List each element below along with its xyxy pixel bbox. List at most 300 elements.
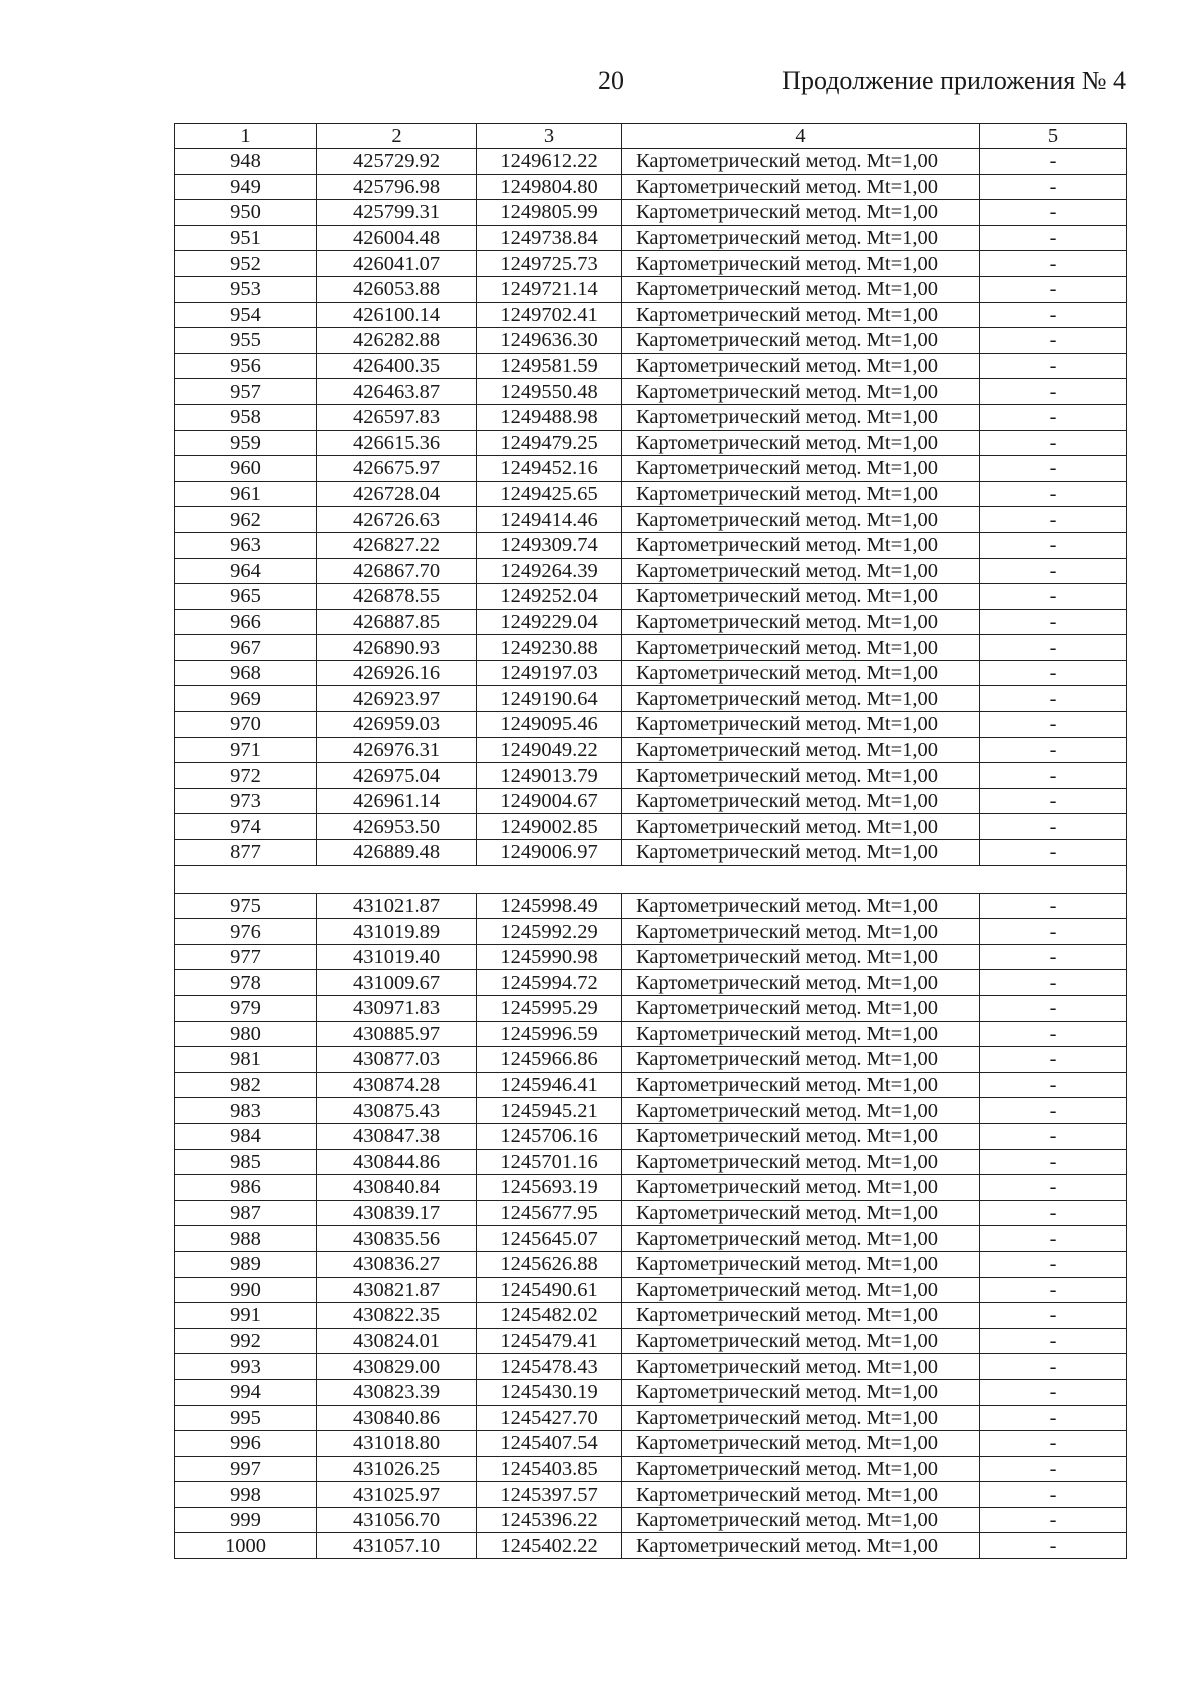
error-cell: -: [980, 1303, 1127, 1329]
point-number-cell: 967: [175, 635, 317, 661]
point-number-cell: 991: [175, 1303, 317, 1329]
table-row: [175, 944, 1127, 970]
point-number-cell: 978: [175, 970, 317, 996]
y-coordinate-cell: 1249230.88: [477, 635, 622, 661]
table-row: [175, 635, 1127, 661]
point-number-cell: 954: [175, 302, 317, 328]
error-cell: -: [980, 1251, 1127, 1277]
point-number-cell: 972: [175, 763, 317, 789]
y-coordinate-cell: 1249479.25: [477, 430, 622, 456]
point-number-cell: 988: [175, 1226, 317, 1252]
method-cell: Картометрический метод. Mt=1,00: [622, 919, 980, 945]
x-coordinate-cell: 430822.35: [317, 1303, 477, 1329]
table-row: [175, 1456, 1127, 1482]
x-coordinate-cell: 426889.48: [317, 840, 477, 866]
error-cell: -: [980, 1021, 1127, 1047]
x-coordinate-cell: 425729.92: [317, 149, 477, 175]
x-coordinate-cell: 425796.98: [317, 174, 477, 200]
column-header: 2: [317, 124, 477, 149]
x-coordinate-cell: 425799.31: [317, 200, 477, 226]
method-cell: Картометрический метод. Mt=1,00: [622, 174, 980, 200]
error-cell: -: [980, 456, 1127, 482]
point-number-cell: 971: [175, 737, 317, 763]
method-cell: Картометрический метод. Mt=1,00: [622, 379, 980, 405]
x-coordinate-cell: 430875.43: [317, 1098, 477, 1124]
error-cell: -: [980, 1149, 1127, 1175]
table-row: [175, 609, 1127, 635]
table-row: [175, 1277, 1127, 1303]
point-number-cell: 965: [175, 584, 317, 610]
table-row: [175, 558, 1127, 584]
method-cell: Картометрический метод. Mt=1,00: [622, 1456, 980, 1482]
method-cell: Картометрический метод. Mt=1,00: [622, 1482, 980, 1508]
method-cell: Картометрический метод. Mt=1,00: [622, 1149, 980, 1175]
point-number-cell: 989: [175, 1251, 317, 1277]
table-row: [175, 788, 1127, 814]
error-cell: -: [980, 1533, 1127, 1559]
error-cell: -: [980, 276, 1127, 302]
point-number-cell: 993: [175, 1354, 317, 1380]
method-cell: Картометрический метод. Mt=1,00: [622, 840, 980, 866]
x-coordinate-cell: 431026.25: [317, 1456, 477, 1482]
point-number-cell: 948: [175, 149, 317, 175]
error-cell: -: [980, 660, 1127, 686]
x-coordinate-cell: 430844.86: [317, 1149, 477, 1175]
table-row: [175, 353, 1127, 379]
table-row: [175, 200, 1127, 226]
y-coordinate-cell: 1245407.54: [477, 1431, 622, 1457]
point-number-cell: 979: [175, 996, 317, 1022]
error-cell: -: [980, 379, 1127, 405]
table-row: [175, 276, 1127, 302]
error-cell: -: [980, 1405, 1127, 1431]
y-coordinate-cell: 1245427.70: [477, 1405, 622, 1431]
error-cell: -: [980, 328, 1127, 354]
error-cell: -: [980, 1328, 1127, 1354]
y-coordinate-cell: 1245946.41: [477, 1072, 622, 1098]
error-cell: -: [980, 1379, 1127, 1405]
table-row: [175, 507, 1127, 533]
table-row: [175, 379, 1127, 405]
x-coordinate-cell: 430971.83: [317, 996, 477, 1022]
method-cell: Картометрический метод. Mt=1,00: [622, 635, 980, 661]
y-coordinate-cell: 1245998.49: [477, 893, 622, 919]
point-number-cell: 950: [175, 200, 317, 226]
y-coordinate-cell: 1245966.86: [477, 1047, 622, 1073]
method-cell: Картометрический метод. Mt=1,00: [622, 558, 980, 584]
method-cell: Картометрический метод. Mt=1,00: [622, 996, 980, 1022]
point-number-cell: 951: [175, 225, 317, 251]
error-cell: -: [980, 1098, 1127, 1124]
point-number-cell: 976: [175, 919, 317, 945]
y-coordinate-cell: 1245995.29: [477, 996, 622, 1022]
error-cell: -: [980, 404, 1127, 430]
x-coordinate-cell: 431057.10: [317, 1533, 477, 1559]
method-cell: Картометрический метод. Mt=1,00: [622, 1507, 980, 1533]
table-row: [175, 660, 1127, 686]
y-coordinate-cell: 1245645.07: [477, 1226, 622, 1252]
x-coordinate-cell: 431025.97: [317, 1482, 477, 1508]
y-coordinate-cell: 1249425.65: [477, 481, 622, 507]
method-cell: Картометрический метод. Mt=1,00: [622, 609, 980, 635]
error-cell: -: [980, 174, 1127, 200]
error-cell: -: [980, 1507, 1127, 1533]
method-cell: Картометрический метод. Mt=1,00: [622, 1200, 980, 1226]
point-number-cell: 877: [175, 840, 317, 866]
table-row: [175, 1405, 1127, 1431]
y-coordinate-cell: 1245990.98: [477, 944, 622, 970]
error-cell: -: [980, 1226, 1127, 1252]
table-row: [175, 893, 1127, 919]
method-cell: Картометрический метод. Mt=1,00: [622, 712, 980, 738]
x-coordinate-cell: 430824.01: [317, 1328, 477, 1354]
y-coordinate-cell: 1245430.19: [477, 1379, 622, 1405]
point-number-cell: 964: [175, 558, 317, 584]
x-coordinate-cell: 426100.14: [317, 302, 477, 328]
point-number-cell: 962: [175, 507, 317, 533]
point-number-cell: 966: [175, 609, 317, 635]
method-cell: Картометрический метод. Mt=1,00: [622, 302, 980, 328]
table-row: [175, 737, 1127, 763]
y-coordinate-cell: 1245482.02: [477, 1303, 622, 1329]
error-cell: -: [980, 481, 1127, 507]
x-coordinate-cell: 426053.88: [317, 276, 477, 302]
error-cell: -: [980, 970, 1127, 996]
error-cell: -: [980, 840, 1127, 866]
table-row: [175, 1200, 1127, 1226]
y-coordinate-cell: 1245693.19: [477, 1175, 622, 1201]
point-number-cell: 970: [175, 712, 317, 738]
y-coordinate-cell: 1249702.41: [477, 302, 622, 328]
y-coordinate-cell: 1245994.72: [477, 970, 622, 996]
x-coordinate-cell: 430823.39: [317, 1379, 477, 1405]
method-cell: Картометрический метод. Mt=1,00: [622, 944, 980, 970]
page-number: 20: [598, 66, 624, 95]
method-cell: Картометрический метод. Mt=1,00: [622, 1379, 980, 1405]
y-coordinate-cell: 1249581.59: [477, 353, 622, 379]
error-cell: -: [980, 919, 1127, 945]
x-coordinate-cell: 430821.87: [317, 1277, 477, 1303]
column-header: 4: [622, 124, 980, 149]
x-coordinate-cell: 431056.70: [317, 1507, 477, 1533]
table-row: [175, 302, 1127, 328]
table-row: [175, 1072, 1127, 1098]
y-coordinate-cell: 1249004.67: [477, 788, 622, 814]
method-cell: Картометрический метод. Mt=1,00: [622, 737, 980, 763]
column-header: 1: [175, 124, 317, 149]
table-row: [175, 1226, 1127, 1252]
table-row: [175, 430, 1127, 456]
point-number-cell: 998: [175, 1482, 317, 1508]
table-row: [175, 996, 1127, 1022]
table-row: [175, 1303, 1127, 1329]
error-cell: -: [980, 1200, 1127, 1226]
y-coordinate-cell: 1245403.85: [477, 1456, 622, 1482]
method-cell: Картометрический метод. Mt=1,00: [622, 1405, 980, 1431]
error-cell: -: [980, 353, 1127, 379]
table-row: [175, 1021, 1127, 1047]
error-cell: -: [980, 686, 1127, 712]
point-number-cell: 984: [175, 1123, 317, 1149]
point-number-cell: 996: [175, 1431, 317, 1457]
x-coordinate-cell: 426890.93: [317, 635, 477, 661]
method-cell: Картометрический метод. Mt=1,00: [622, 1098, 980, 1124]
point-number-cell: 968: [175, 660, 317, 686]
y-coordinate-cell: 1249725.73: [477, 251, 622, 277]
point-number-cell: 1000: [175, 1533, 317, 1559]
y-coordinate-cell: 1245478.43: [477, 1354, 622, 1380]
table-row: [175, 481, 1127, 507]
error-cell: -: [980, 635, 1127, 661]
table-row: [175, 919, 1127, 945]
x-coordinate-cell: 426400.35: [317, 353, 477, 379]
table-row: [175, 584, 1127, 610]
y-coordinate-cell: 1249309.74: [477, 532, 622, 558]
table-row: [175, 1533, 1127, 1559]
x-coordinate-cell: 430847.38: [317, 1123, 477, 1149]
y-coordinate-cell: 1245396.22: [477, 1507, 622, 1533]
point-number-cell: 975: [175, 893, 317, 919]
error-cell: -: [980, 712, 1127, 738]
table-row: [175, 456, 1127, 482]
method-cell: Картометрический метод. Mt=1,00: [622, 1431, 980, 1457]
error-cell: -: [980, 609, 1127, 635]
error-cell: -: [980, 558, 1127, 584]
table-row: [175, 840, 1127, 866]
y-coordinate-cell: 1249452.16: [477, 456, 622, 482]
method-cell: Картометрический метод. Mt=1,00: [622, 1047, 980, 1073]
y-coordinate-cell: 1249013.79: [477, 763, 622, 789]
point-number-cell: 981: [175, 1047, 317, 1073]
error-cell: -: [980, 430, 1127, 456]
point-number-cell: 983: [175, 1098, 317, 1124]
x-coordinate-cell: 430836.27: [317, 1251, 477, 1277]
x-coordinate-cell: 430874.28: [317, 1072, 477, 1098]
method-cell: Картометрический метод. Mt=1,00: [622, 1328, 980, 1354]
point-number-cell: 987: [175, 1200, 317, 1226]
point-number-cell: 953: [175, 276, 317, 302]
x-coordinate-cell: 430835.56: [317, 1226, 477, 1252]
table-row: [175, 251, 1127, 277]
y-coordinate-cell: 1249095.46: [477, 712, 622, 738]
method-cell: Картометрический метод. Mt=1,00: [622, 225, 980, 251]
error-cell: -: [980, 788, 1127, 814]
x-coordinate-cell: 431019.89: [317, 919, 477, 945]
method-cell: Картометрический метод. Mt=1,00: [622, 1533, 980, 1559]
y-coordinate-cell: 1249738.84: [477, 225, 622, 251]
y-coordinate-cell: 1245992.29: [477, 919, 622, 945]
method-cell: Картометрический метод. Mt=1,00: [622, 430, 980, 456]
y-coordinate-cell: 1249804.80: [477, 174, 622, 200]
section-separator-row: [175, 865, 1127, 893]
y-coordinate-cell: 1245479.41: [477, 1328, 622, 1354]
coordinates-table: [174, 123, 1127, 1559]
y-coordinate-cell: 1249049.22: [477, 737, 622, 763]
table-row: [175, 174, 1127, 200]
point-number-cell: 985: [175, 1149, 317, 1175]
table-row: [175, 970, 1127, 996]
column-header: 3: [477, 124, 622, 149]
error-cell: -: [980, 1482, 1127, 1508]
table-row: [175, 686, 1127, 712]
table-row: [175, 814, 1127, 840]
method-cell: Картометрический метод. Mt=1,00: [622, 1277, 980, 1303]
point-number-cell: 958: [175, 404, 317, 430]
table-row: [175, 1123, 1127, 1149]
method-cell: Картометрический метод. Mt=1,00: [622, 1175, 980, 1201]
point-number-cell: 986: [175, 1175, 317, 1201]
y-coordinate-cell: 1249550.48: [477, 379, 622, 405]
x-coordinate-cell: 426953.50: [317, 814, 477, 840]
point-number-cell: 963: [175, 532, 317, 558]
method-cell: Картометрический метод. Mt=1,00: [622, 686, 980, 712]
table-row: [175, 1175, 1127, 1201]
table-row: [175, 328, 1127, 354]
table-row: [175, 1251, 1127, 1277]
x-coordinate-cell: 431018.80: [317, 1431, 477, 1457]
y-coordinate-cell: 1249252.04: [477, 584, 622, 610]
x-coordinate-cell: 426041.07: [317, 251, 477, 277]
point-number-cell: 957: [175, 379, 317, 405]
point-number-cell: 982: [175, 1072, 317, 1098]
method-cell: Картометрический метод. Mt=1,00: [622, 788, 980, 814]
error-cell: -: [980, 507, 1127, 533]
x-coordinate-cell: 426975.04: [317, 763, 477, 789]
point-number-cell: 992: [175, 1328, 317, 1354]
table-row: [175, 149, 1127, 175]
error-cell: -: [980, 944, 1127, 970]
x-coordinate-cell: 431009.67: [317, 970, 477, 996]
point-number-cell: 995: [175, 1405, 317, 1431]
method-cell: Картометрический метод. Mt=1,00: [622, 251, 980, 277]
y-coordinate-cell: 1249488.98: [477, 404, 622, 430]
table-row: [175, 1149, 1127, 1175]
x-coordinate-cell: 430839.17: [317, 1200, 477, 1226]
x-coordinate-cell: 426463.87: [317, 379, 477, 405]
table-row: [175, 1047, 1127, 1073]
table-row: [175, 1507, 1127, 1533]
error-cell: -: [980, 149, 1127, 175]
error-cell: -: [980, 763, 1127, 789]
method-cell: Картометрический метод. Mt=1,00: [622, 481, 980, 507]
error-cell: -: [980, 1047, 1127, 1073]
x-coordinate-cell: 430877.03: [317, 1047, 477, 1073]
x-coordinate-cell: 430840.86: [317, 1405, 477, 1431]
x-coordinate-cell: 426961.14: [317, 788, 477, 814]
x-coordinate-cell: 426926.16: [317, 660, 477, 686]
table-row: [175, 763, 1127, 789]
method-cell: Картометрический метод. Mt=1,00: [622, 970, 980, 996]
y-coordinate-cell: 1249264.39: [477, 558, 622, 584]
method-cell: Картометрический метод. Mt=1,00: [622, 814, 980, 840]
x-coordinate-cell: 430840.84: [317, 1175, 477, 1201]
error-cell: -: [980, 584, 1127, 610]
method-cell: Картометрический метод. Mt=1,00: [622, 1123, 980, 1149]
error-cell: -: [980, 225, 1127, 251]
y-coordinate-cell: 1249006.97: [477, 840, 622, 866]
x-coordinate-cell: 426615.36: [317, 430, 477, 456]
x-coordinate-cell: 426726.63: [317, 507, 477, 533]
section-separator: [175, 865, 1127, 893]
method-cell: Картометрический метод. Mt=1,00: [622, 660, 980, 686]
table-row: [175, 712, 1127, 738]
table-row: [175, 1098, 1127, 1124]
error-cell: -: [980, 996, 1127, 1022]
method-cell: Картометрический метод. Mt=1,00: [622, 893, 980, 919]
y-coordinate-cell: 1249612.22: [477, 149, 622, 175]
error-cell: -: [980, 1277, 1127, 1303]
point-number-cell: 974: [175, 814, 317, 840]
point-number-cell: 999: [175, 1507, 317, 1533]
point-number-cell: 959: [175, 430, 317, 456]
x-coordinate-cell: 426728.04: [317, 481, 477, 507]
table-row: [175, 1354, 1127, 1380]
point-number-cell: 969: [175, 686, 317, 712]
y-coordinate-cell: 1245706.16: [477, 1123, 622, 1149]
y-coordinate-cell: 1249002.85: [477, 814, 622, 840]
error-cell: -: [980, 1431, 1127, 1457]
y-coordinate-cell: 1249414.46: [477, 507, 622, 533]
point-number-cell: 980: [175, 1021, 317, 1047]
x-coordinate-cell: 426923.97: [317, 686, 477, 712]
method-cell: Картометрический метод. Mt=1,00: [622, 328, 980, 354]
table-row: [175, 1379, 1127, 1405]
error-cell: -: [980, 1456, 1127, 1482]
x-coordinate-cell: 431019.40: [317, 944, 477, 970]
x-coordinate-cell: 430829.00: [317, 1354, 477, 1380]
point-number-cell: 949: [175, 174, 317, 200]
method-cell: Картометрический метод. Mt=1,00: [622, 149, 980, 175]
table-row: [175, 1431, 1127, 1457]
error-cell: -: [980, 737, 1127, 763]
error-cell: -: [980, 814, 1127, 840]
x-coordinate-cell: 426282.88: [317, 328, 477, 354]
method-cell: Картометрический метод. Mt=1,00: [622, 353, 980, 379]
table-row: [175, 1482, 1127, 1508]
y-coordinate-cell: 1245701.16: [477, 1149, 622, 1175]
error-cell: -: [980, 1175, 1127, 1201]
point-number-cell: 952: [175, 251, 317, 277]
y-coordinate-cell: 1245402.22: [477, 1533, 622, 1559]
x-coordinate-cell: 426878.55: [317, 584, 477, 610]
method-cell: Картометрический метод. Mt=1,00: [622, 404, 980, 430]
y-coordinate-cell: 1249229.04: [477, 609, 622, 635]
x-coordinate-cell: 426675.97: [317, 456, 477, 482]
y-coordinate-cell: 1245626.88: [477, 1251, 622, 1277]
y-coordinate-cell: 1245945.21: [477, 1098, 622, 1124]
point-number-cell: 994: [175, 1379, 317, 1405]
x-coordinate-cell: 426867.70: [317, 558, 477, 584]
point-number-cell: 990: [175, 1277, 317, 1303]
x-coordinate-cell: 431021.87: [317, 893, 477, 919]
method-cell: Картометрический метод. Mt=1,00: [622, 1021, 980, 1047]
error-cell: -: [980, 200, 1127, 226]
y-coordinate-cell: 1249721.14: [477, 276, 622, 302]
error-cell: -: [980, 302, 1127, 328]
y-coordinate-cell: 1245677.95: [477, 1200, 622, 1226]
error-cell: -: [980, 1354, 1127, 1380]
point-number-cell: 956: [175, 353, 317, 379]
column-header: 5: [980, 124, 1127, 149]
point-number-cell: 960: [175, 456, 317, 482]
point-number-cell: 977: [175, 944, 317, 970]
point-number-cell: 961: [175, 481, 317, 507]
method-cell: Картометрический метод. Mt=1,00: [622, 1226, 980, 1252]
method-cell: Картометрический метод. Mt=1,00: [622, 532, 980, 558]
error-cell: -: [980, 1123, 1127, 1149]
point-number-cell: 997: [175, 1456, 317, 1482]
y-coordinate-cell: 1245397.57: [477, 1482, 622, 1508]
